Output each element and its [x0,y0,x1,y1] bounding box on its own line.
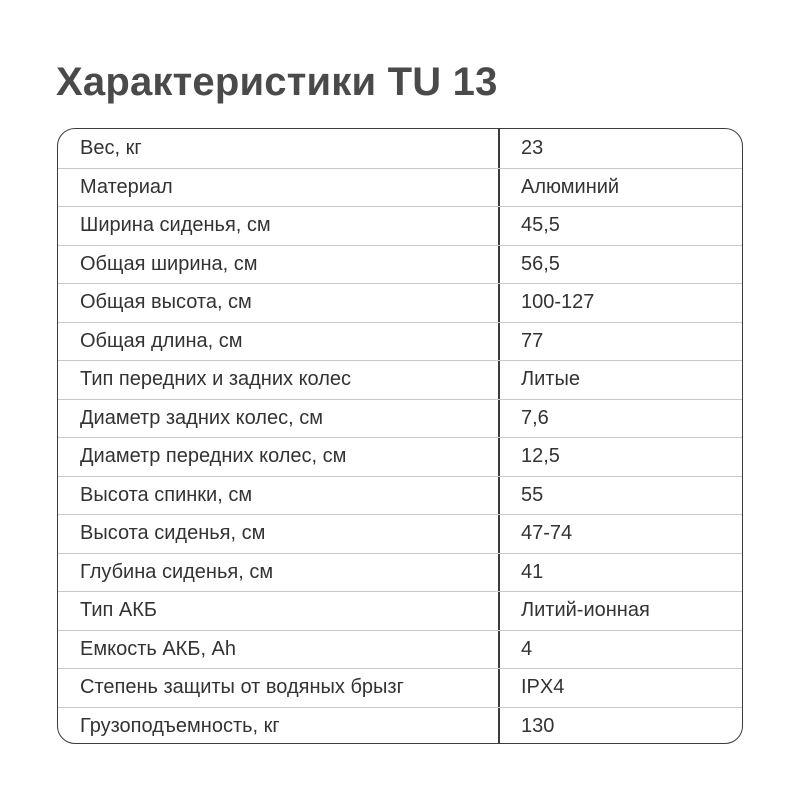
spec-name: Тип передних и задних колес [80,368,352,391]
table-row [58,437,742,476]
table-row [58,668,742,707]
spec-name: Тип АКБ [80,599,158,622]
spec-name: Грузоподъемность, кг [80,714,280,737]
spec-value: 45,5 [521,214,560,237]
spec-value: 77 [521,329,544,352]
spec-value: 55 [521,483,544,506]
table-row [58,514,742,553]
table-row [58,360,742,399]
spec-value: Алюминий [521,175,620,198]
spec-value: 47-74 [521,522,573,545]
table-row [58,399,742,438]
spec-name: Степень защиты от водяных брызг [80,676,404,699]
page-title: Характеристики TU 13 [56,60,498,104]
spec-value: 12,5 [521,445,560,468]
spec-name: Материал [80,175,173,198]
spec-value: Литий-ионная [521,599,650,622]
spec-name: Общая длина, см [80,329,243,352]
table-row [58,322,742,361]
table-row [58,168,742,207]
spec-name: Высота спинки, см [80,483,253,506]
spec-value: 4 [521,637,533,660]
spec-value: 100-127 [521,291,595,314]
spec-name: Общая высота, см [80,291,252,314]
table-row [58,591,742,630]
spec-name: Вес, кг [80,136,142,159]
spec-value: 41 [521,560,544,583]
spec-name: Диаметр передних колес, см [80,445,347,468]
spec-value: 23 [521,136,544,159]
spec-value: 130 [521,714,555,737]
spec-value: 7,6 [521,406,549,429]
spec-value: IPX4 [521,676,565,699]
table-row [58,206,742,245]
table-row [58,707,742,745]
spec-name: Диаметр задних колес, см [80,406,323,429]
spec-name: Глубина сиденья, см [80,560,274,583]
table-row [58,129,742,168]
table-row [58,245,742,284]
spec-name: Ширина сиденья, см [80,214,271,237]
table-row [58,283,742,322]
table-row [58,630,742,669]
spec-name: Емкость АКБ, Ah [80,637,237,660]
spec-value: 56,5 [521,252,560,275]
spec-name: Общая ширина, см [80,252,258,275]
table-row [58,553,742,592]
table-row [58,476,742,515]
spec-name: Высота сиденья, см [80,522,266,545]
spec-value: Литые [521,368,580,391]
spec-table [57,128,743,744]
